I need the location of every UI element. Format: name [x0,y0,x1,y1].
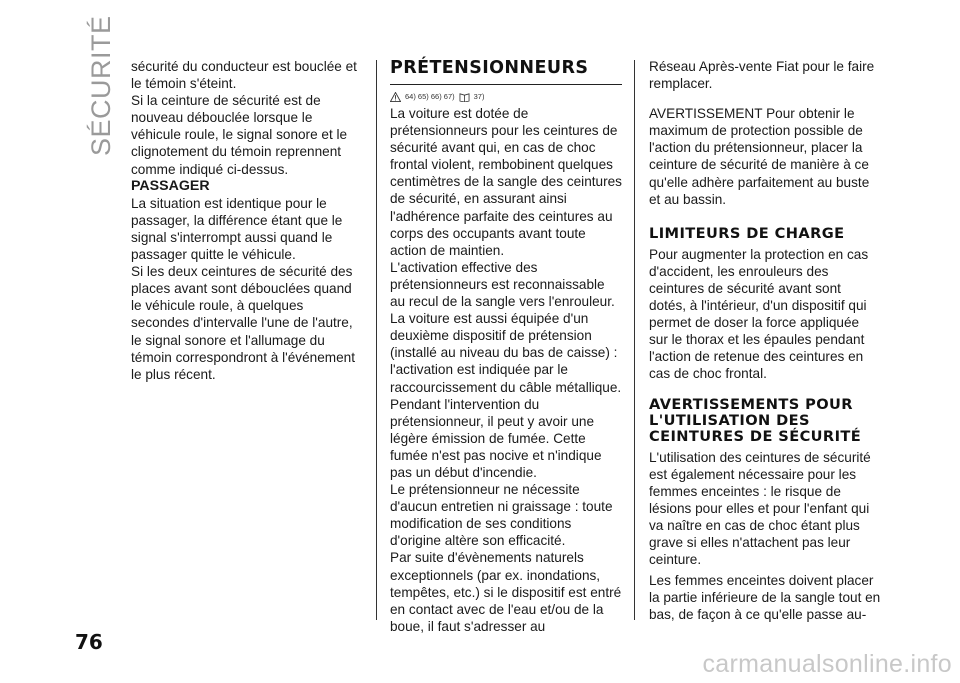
column-divider [376,60,377,620]
paragraph: sécurité du conducteur est bouclée et le témoin s'éteint. [131,59,357,92]
heading-avertissements: AVERTISSEMENTS POUR L'UTILISATION DES CEINTURES DE SÉCURITÉ [649,395,862,445]
paragraph: Pour augmenter la protection en cas d'accident, les enrouleurs des ceintures de sécurité avant sont dotés, à l'intérieur, d'un dispositif qui permet de doser la force appliquée sur le thorax et les épaules pendant l'action de retenue des ceintures en cas de choc frontal. [649,246,869,382]
paragraph: L'utilisation des ceintures de sécurité est également nécessaire pour les femmes enceintes : le risque de lésions pour elles et pour l'enfant qui va naître en cas de choc étant plus grave si elles n'attachent pas leur ceinture. [649,449,871,568]
manual-book-icon [459,92,470,102]
section-title: SÉCURITÉ [86,15,116,156]
warning-triangle-icon [390,92,401,102]
paragraph: Les femmes enceintes doivent placer la partie inférieure de la sangle tout en bas, de façon à ce qu'elle passe au- [649,573,881,623]
paragraph: La voiture est aussi équipée d'un deuxième dispositif de prétension (installé au niveau du bas de caisse) : l'activation est indiquée par le raccourcissement du câble métallique. [390,311,622,395]
book-refs: 37) [473,92,485,102]
paragraph: Pendant l'intervention du prétensionneur, il peut y avoir une légère émission de fumée. Cette fumée n'est pas nocive et n'indique pas un début d'incendie. [390,396,602,480]
watermark: carmanualsonline.info [702,650,952,678]
paragraph: Le prétensionneur ne nécessite d'aucun entretien ni graissage : toute modification de ses conditions d'origine altère son efficacité. [390,482,613,549]
column-1 [131,58,359,383]
paragraph: La situation est identique pour le passager, la différence étant que le signal s'interrompt aussi quand le passager quitte le véhicule. [131,195,343,263]
heading-pretensionneurs: PRÉTENSIONNEURS [390,58,589,78]
paragraph: Si la ceinture de sécurité est de nouveau débouclée lorsque le véhicule roule, le signal sonore et le clignotement du témoin reprennent comme indiqué ci-dessus. [131,93,348,177]
column-3 [649,58,881,623]
column-2 [390,58,622,635]
warning-refs: 64) 65) 66) 67) [405,92,455,102]
page-number: 76 [75,630,103,654]
subheading-passager: PASSAGER [131,177,210,194]
paragraph: L'activation effective des prétensionneurs est reconnaissable au recul de la sangle vers l'enrouleur. [390,259,615,310]
paragraph: La voiture est dotée de prétensionneurs pour les ceintures de sécurité avant qui, en cas de choc frontal violent, rembobinent quelques centimètres de la sangle des ceintures de sécurité, en assurant ainsi l'adhérence parfaite des ceintures au corps des occupants avant toute action de maintien. [390,106,622,258]
reference-notes [390,91,622,103]
heading-limiteurs: LIMITEURS DE CHARGE [649,224,845,242]
paragraph: Si les deux ceintures de sécurité des places avant sont débouclées quand le véhicule roule, à quelques secondes d'intervalle l'une de l'autre, le signal sonore et l'allumage du témoin correspondront à l'événement le plus récent. [131,264,355,382]
paragraph: Réseau Après-vente Fiat pour le faire remplacer. [649,59,875,92]
heading-rule [390,84,622,85]
paragraph: Par suite d'évènements naturels exceptionnels (par ex. inondations, tempêtes, etc.) si le dispositif est entré en contact avec de l'eau et/ou de la boue, il faut s'adresser au [390,550,622,634]
column-divider [634,60,635,620]
paragraph: AVERTISSEMENT Pour obtenir le maximum de protection possible de l'action du prétensionneur, placer la ceinture de sécurité de manière à ce qu'elle adhère parfaitement au buste et au bassin. [649,106,870,207]
